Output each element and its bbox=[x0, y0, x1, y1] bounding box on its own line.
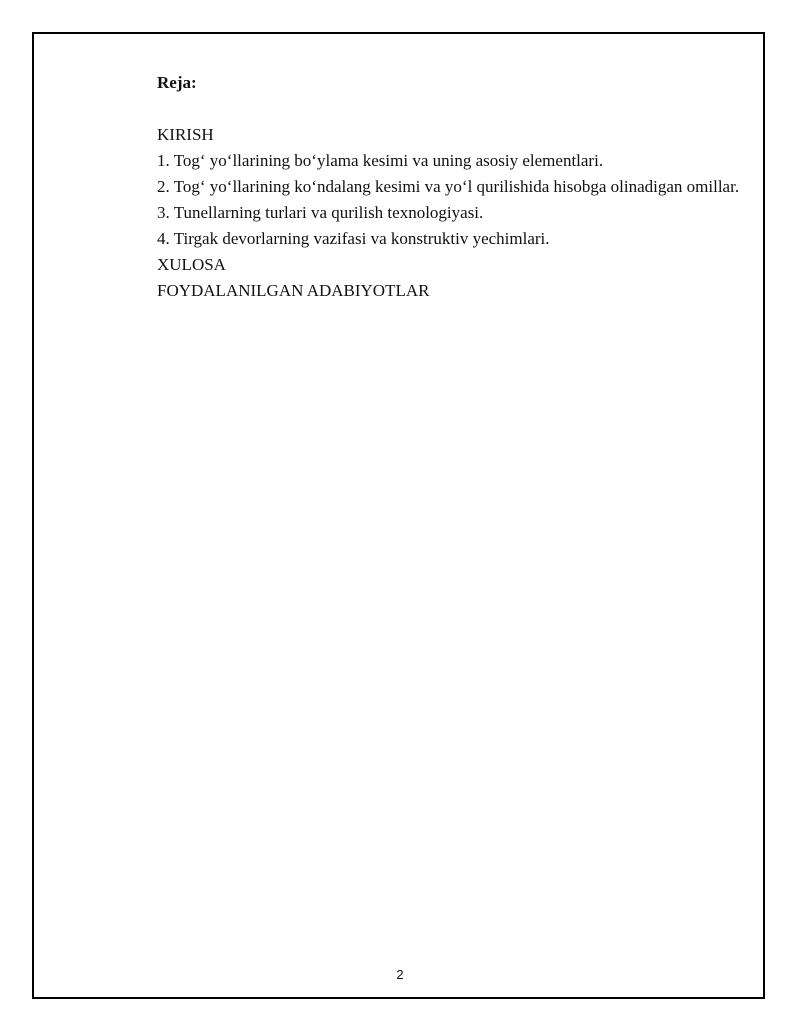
toc-item-references: FOYDALANILGAN ADABIYOTLAR bbox=[157, 281, 430, 300]
page-number: 2 bbox=[396, 967, 404, 982]
document-body bbox=[109, 70, 743, 304]
toc-item-introduction: KIRISH bbox=[157, 125, 214, 144]
toc-item-1: 1. Tog‘ yo‘llarining bo‘ylama kesimi va uning asosiy elementlari. bbox=[157, 151, 604, 170]
toc-item-conclusion: XULOSA bbox=[157, 255, 226, 274]
toc-item-2: 2. Tog‘ yo‘llarining ko‘ndalang kesimi va yo‘l qurilishida hisobga olinadigan omillar. bbox=[157, 177, 740, 196]
toc-item-3: 3. Tunellarning turlari va qurilish texnologiyasi. bbox=[157, 203, 484, 222]
plan-heading: Reja: bbox=[157, 73, 197, 92]
toc-item-4: 4. Tirgak devorlarning vazifasi va konstruktiv yechimlari. bbox=[157, 229, 550, 248]
